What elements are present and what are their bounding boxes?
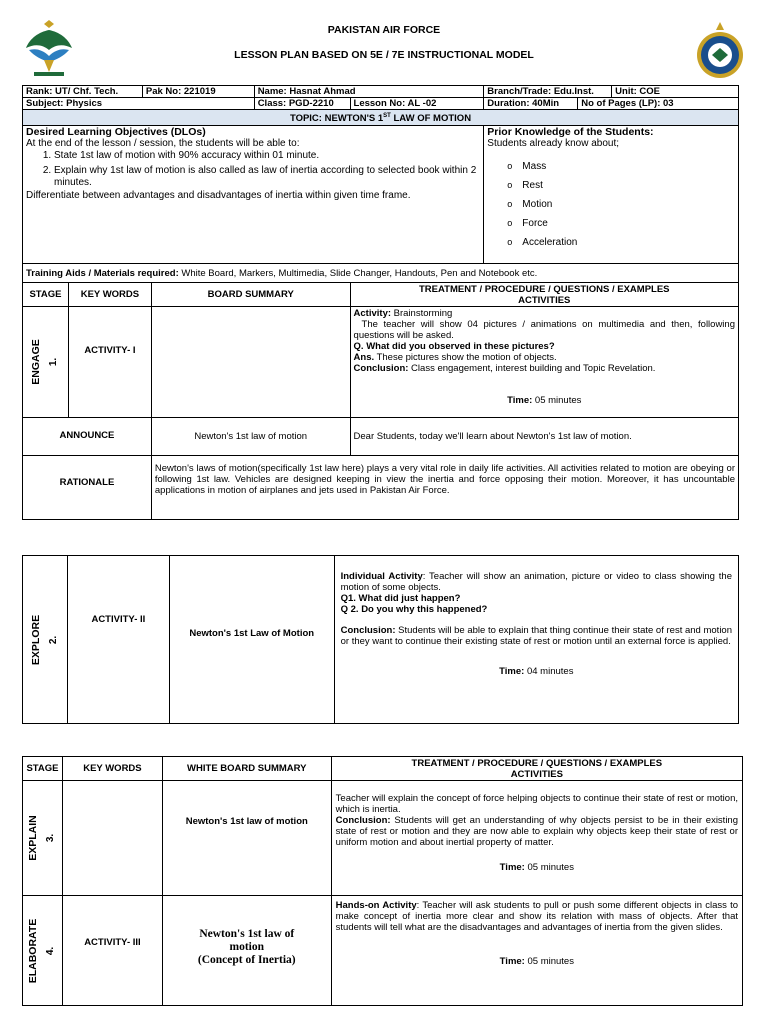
header-stage: STAGE [23,283,69,307]
college-badge-logo [694,22,746,80]
topic-sup: ST [383,112,391,119]
explore-activity-cell [334,556,738,724]
rationale-text: Newton's laws of motion(specifically 1st law here) plays a very vital role in daily life activities. All activities related to motion are obeying or following 1st law. Vehicles are designed keeping in view the inertia and force opposing their motion. Moreover, it has uncountable applications in motion of airplanes and jets used in Pakistan Air Force. [151,456,738,520]
subject-cell: Subject: Physics [23,98,255,110]
prior-knowledge-cell [484,126,739,264]
explore-time-text: 04 minutes [524,666,574,677]
duration-cell: Duration: 40Min [484,98,578,110]
dlo-intro: At the end of the lesson / session, the students will be able to: [26,138,300,149]
prior-title: Prior Knowledge of the Students: [487,126,654,138]
explore-board: Newton's 1st Law of Motion [169,556,334,724]
explain-time-text: 05 minutes [524,862,574,873]
lesson-plan-table-1 [22,85,739,520]
explore-stage-cell [23,556,68,724]
topic-cell [23,110,739,126]
t3-header-board: WHITE BOARD SUMMARY [162,757,331,781]
dlo-cell [23,126,484,264]
paf-emblem-logo [24,20,74,80]
engage-activity-text: Brainstorming [391,308,453,319]
elaborate-ho-text: : Teacher will ask students to pull or push some different objects in class to make concept of inertia more clear and show its relation with mass of objects. After that students will tell what are the disadvantages and advantages of inertia from the given slides. [335,900,738,933]
training-aids-label: Training Aids / Materials required: [26,267,179,279]
announce-label: ANNOUNCE [23,418,152,456]
explain-conclusion-label: Conclusion: [335,815,391,826]
elaborate-stage-cell [23,896,63,1006]
engage-question: Q. What did you observed in these pictures? [353,341,555,352]
prior-item: o Mass [507,161,735,172]
org-title: PAKISTAN AIR FORCE [327,24,441,36]
engage-stage-num: 1. [48,357,60,367]
elaborate-board-line3: (Concept of Inertia) [197,954,296,966]
explain-board: Newton's 1st law of motion [162,781,331,896]
prior-intro: Students already know about; [487,138,620,149]
dlo-item: 1. State 1st law of motion with 90% accuracy within 01 minute. [54,150,480,162]
prior-item: o Force [507,218,735,229]
engage-ans-text: These pictures show the motion of objects. [374,352,557,363]
header-board-summary: BOARD SUMMARY [151,283,350,307]
explain-stage-cell [23,781,63,896]
explore-conclusion-label: Conclusion: [340,625,396,636]
topic-prefix: TOPIC: NEWTON'S 1 [289,113,384,125]
explain-keyword-cell [62,781,162,896]
explain-stage-label: EXPLAIN [27,815,40,861]
engage-board-cell [151,307,350,418]
elaborate-stage-num: 4. [45,946,57,955]
branch-cell: Branch/Trade: Edu.Inst. [484,86,612,98]
dlo-title: Desired Learning Objectives (DLOs) [26,126,206,138]
dlo-item: 2. Explain why 1st law of motion is also called as law of inertia according to selected book within 2 minutes. [54,165,480,189]
explore-conclusion-text: Students will be able to explain that thing continue their state of rest and motion or they want to continue their existing state of rest or motion until an external force is applied. [340,625,732,647]
elaborate-activity-cell [331,896,742,1006]
header-treatment-line2: ACTIVITIES [518,294,571,306]
announce-board: Newton's 1st law of motion [151,418,350,456]
t3-header-treatment-line2: ACTIVITIES [510,768,563,780]
elaborate-time-text: 05 minutes [524,956,574,967]
class-cell: Class: PGD-2210 [254,98,350,110]
engage-stage-label: ENGAGE [30,339,43,385]
prior-item: o Motion [507,199,735,210]
lesson-plan-table-3 [22,756,743,1006]
explain-conclusion-text: Students will get an understanding of why objects persist to be in their existing state of rest or motion and they are now able to explain why objects keep their state of rest or uniform motion and about inertial property of matter. [335,815,738,848]
lesson-plan-table-2 [22,555,739,724]
t3-header-stage: STAGE [23,757,63,781]
t3-header-keywords: KEY WORDS [62,757,162,781]
elaborate-board-line2: motion [229,941,265,953]
explore-time-label: Time: [499,666,525,677]
explain-time-label: Time: [499,862,525,873]
pages-cell: No of Pages (LP): 03 [578,98,739,110]
rationale-label: RATIONALE [23,456,152,520]
topic-suffix: LAW OF MOTION [390,113,472,125]
t3-header-treatment-line1: TREATMENT / PROCEDURE / QUESTIONS / EXAMPLES [411,757,663,769]
training-aids-cell [23,264,739,283]
explore-ia-label: Individual Activity [340,571,423,582]
t3-header-treatment [331,757,742,781]
dlo-extra: Differentiate between advantages and disadvantages of inertia within given time frame. [26,190,411,201]
explain-para: Teacher will explain the concept of force helping objects to continue their state of rest or motion, which is inertia. [335,793,738,815]
engage-conclusion-label: Conclusion: [353,363,409,374]
explore-stage-num: 2. [47,635,59,644]
elaborate-board-line1: Newton's 1st law of [199,928,295,940]
elaborate-stage-label: ELABORATE [27,918,40,983]
pak-no-cell: Pak No: 221019 [142,86,254,98]
elaborate-time-label: Time: [499,956,525,967]
header-keywords: KEY WORDS [68,283,151,307]
rank-cell: Rank: UT/ Chf. Tech. [23,86,143,98]
name-cell: Name: Hasnat Ahmad [254,86,484,98]
explore-ia-text: : Teacher will show an animation, picture or video to class showing the motion of some objects. [340,571,732,593]
engage-para: The teacher will show 04 pictures / animations on multimedia and then, following questions will be asked. [353,319,735,341]
header-treatment [350,283,738,307]
announce-text: Dear Students, today we'll learn about Newton's 1st law of motion. [350,418,738,456]
explore-q1: Q1. What did just happen? [340,593,461,604]
explain-activity-cell [331,781,742,896]
lesson-plan-title: LESSON PLAN BASED ON 5E / 7E INSTRUCTIONAL MODEL [234,49,534,61]
elaborate-ho-label: Hands-on Activity [335,900,417,911]
explore-stage-label: EXPLORE [29,614,42,665]
engage-stage-cell [23,307,69,418]
engage-time-text: 05 minutes [532,395,582,406]
elaborate-board-cell [162,896,331,1006]
engage-activity-cell [350,307,738,418]
training-aids-text: White Board, Markers, Multimedia, Slide Changer, Handouts, Pen and Notebook etc. [178,267,538,279]
engage-conclusion-text: Class engagement, interest building and Topic Revelation. [408,363,656,374]
unit-cell: Unit: COE [612,86,739,98]
prior-item: o Rest [507,180,735,191]
explore-keyword: ACTIVITY- II [67,556,169,724]
lesson-no-cell: Lesson No: AL -02 [350,98,484,110]
explain-stage-num: 3. [45,833,57,843]
prior-item: o Acceleration [507,237,735,248]
engage-activity-label: Activity: [353,308,392,319]
engage-ans-label: Ans. [353,352,375,363]
engage-keyword: ACTIVITY- I [68,307,151,418]
engage-time-label: Time: [507,395,533,406]
elaborate-keyword: ACTIVITY- III [62,896,162,1006]
header-treatment-line1: TREATMENT / PROCEDURE / QUESTIONS / EXAMPLES [418,283,670,295]
explore-q2: Q 2. Do you why this happened? [340,604,488,615]
